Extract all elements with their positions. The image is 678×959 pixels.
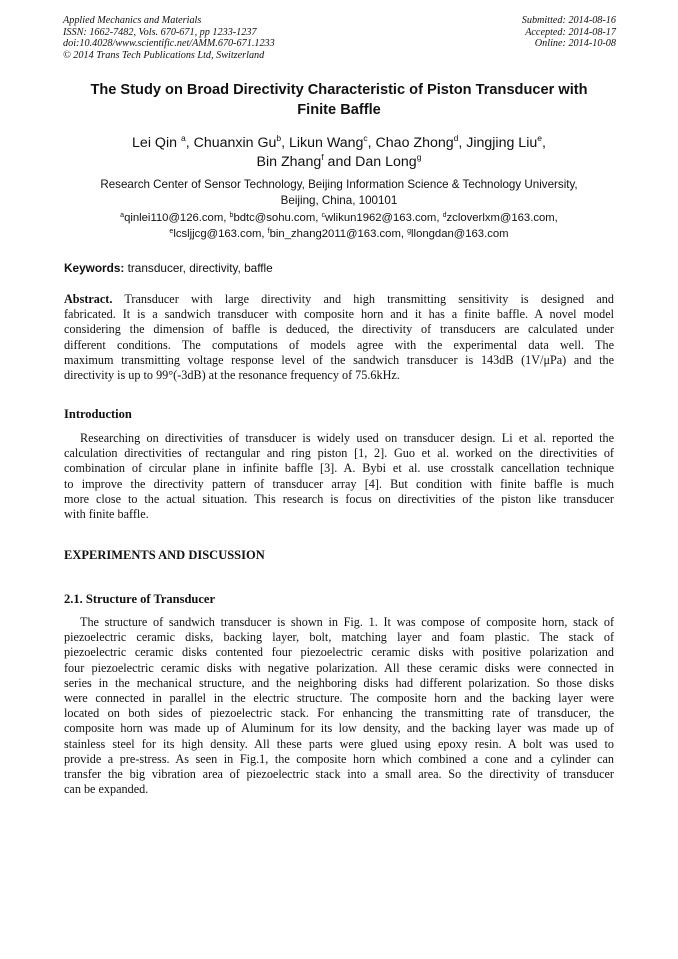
body-line: with finite baffle. (64, 507, 149, 522)
abstract-label: Abstract. (64, 292, 113, 306)
keywords-text: transducer, directivity, baffle (124, 261, 273, 275)
journal-issn: ISSN: 1662-7482, Vols. 670-671, pp 1233-1237 (63, 26, 257, 38)
author-emails (40, 211, 638, 243)
title-line: The Study on Broad Directivity Characteristic of Piston Transducer with (90, 82, 588, 98)
body-line: calculation directivities of rectangular and ring piston [1, 2]. Guo et al. worked on the directivities of (64, 446, 614, 461)
keywords-label: Keywords: (64, 261, 125, 275)
journal-doi: doi:10.4028/www.scientific.net/AMM.670-671.1233 (63, 38, 275, 50)
email-marker: c (321, 212, 326, 219)
author-marker: f (321, 151, 324, 162)
submission-dates (522, 15, 616, 50)
body-line: four piezoelectric ceramic disks with negative polarization. All these ceramic disks were connected in (64, 660, 614, 675)
email-marker: d (442, 212, 447, 219)
journal-copyright: © 2014 Trans Tech Publications Ltd, Switzerland (63, 49, 265, 61)
subsection-heading: 2.1. Structure of Transducer (64, 592, 216, 606)
email-line (40, 211, 638, 227)
body-line: more close to the actual situation. This research is focus on directivities of the piston like transducer (64, 491, 614, 506)
author-name: , Jingjing Liu (458, 135, 538, 151)
author-name: , Chuanxin Gu (185, 135, 277, 151)
email-address: bdtc@sohu.com, (233, 212, 322, 224)
email-line (40, 227, 638, 243)
email-marker: a (120, 212, 125, 219)
email-address: zcloverlxm@163.com, (446, 212, 558, 224)
body-line: The structure of sandwich transducer is shown in Fig. 1. It was compose of composite horn, stack of (80, 615, 614, 629)
abstract-line: considering the dimension of baffle is deduced, the directivity of transducers are calculated under (64, 322, 614, 337)
abstract-line: directivity is up to 99°(-3dB) at the resonance frequency of 75.6kHz. (64, 368, 400, 383)
affiliation-line: Beijing, China, 100101 (280, 193, 398, 207)
abstract (64, 292, 614, 383)
email-marker: e (169, 227, 174, 235)
body-line: provide a pre-stress. As seen in Fig.1, the composite horn which combined a cone and a cylinder can (64, 751, 614, 766)
author-marker: e (537, 133, 542, 143)
author-name: and Dan Long (323, 153, 417, 170)
email-address: lcsljjcg@163.com, (173, 227, 268, 240)
email-marker: f (267, 227, 270, 235)
email-address: bin_zhang2011@163.com, (269, 227, 408, 240)
journal-info (63, 15, 275, 61)
body-line: stainless steel for its high density. All these parts were glued using epoxy resin. A bolt was used to (64, 736, 614, 751)
author-marker: a (180, 133, 186, 143)
email-marker: g (407, 227, 412, 235)
body-line: to improve the directivity pattern of transducer array [4]. But condition with finite baffle is much (64, 476, 614, 491)
body-line: were connected in parallel in the electric structure. The composite horn and the backing layer were (64, 691, 614, 706)
author-marker: d (453, 133, 459, 143)
abstract-line: maximum transmitting voltage response level of the sandwich transducer is 143dB (1V/μPa) and the (64, 352, 614, 367)
body-line: can be expanded. (64, 782, 149, 797)
abstract-line (64, 292, 614, 307)
introduction-heading: Introduction (64, 407, 132, 421)
author-list (40, 134, 638, 171)
email-address: llongdan@163.com (411, 227, 509, 240)
body-line: located on both sides of piezoelectric stack. For enhancing the transmitting rate of transducer, the (64, 706, 614, 721)
title-line: Finite Baffle (297, 101, 381, 118)
abstract-text: Transducer with large directivity and high transmitting sensitivity is designed and (112, 292, 614, 306)
submitted-date: Submitted: 2014-08-16 (521, 15, 616, 26)
accepted-date: Accepted: 2014-08-17 (525, 26, 616, 38)
body-line: piezoelectric ceramic disks, backing layer, bolt, matching layer and foam plastic. The stack of (64, 630, 614, 645)
paper-title (40, 81, 638, 120)
body-line: Researching on directivities of transducer is widely used on transducer design. Li et al. reported the (80, 431, 614, 445)
body-line: transfer the big vibration area of piezoelectric stack into a small area. So the directivity of transducer (64, 767, 614, 782)
author-name: , Likun Wang (281, 135, 364, 151)
journal-name: Applied Mechanics and Materials (63, 15, 202, 26)
author-line (40, 153, 638, 172)
author-name: Bin Zhang (256, 153, 322, 170)
body-line: composite horn was made up of Aluminum for its low density, and the backing layer was made up of (64, 721, 614, 736)
author-separator: , (541, 135, 546, 151)
abstract-line: different conditions. The computations of models agree with the experimental data well. The (64, 337, 614, 352)
author-marker: b (276, 133, 282, 143)
email-marker: b (229, 212, 234, 219)
author-marker: g (416, 151, 422, 162)
body-line: series in the mechanical structure, and the neighboring disks had different polarization. So those disks (64, 675, 614, 690)
keywords (64, 261, 614, 276)
body-line: piezoelectric ceramic disks contented four piezoelectric ceramic disks with positive polarization and (64, 645, 614, 660)
structure-body (64, 615, 614, 797)
abstract-line: fabricated. It is a sandwich transducer with composite horn and it has a finite baffle. A novel model (64, 307, 614, 322)
introduction-body (64, 431, 614, 522)
author-name: Lei Qin (132, 135, 181, 151)
author-line (40, 134, 638, 153)
affiliation (40, 177, 638, 208)
email-address: wlikun1962@163.com, (325, 212, 443, 224)
author-marker: c (363, 133, 368, 143)
author-name: , Chao Zhong (367, 135, 454, 151)
section-heading: EXPERIMENTS AND DISCUSSION (64, 548, 265, 562)
online-date: Online: 2014-10-08 (534, 38, 616, 50)
body-line: combination of circular plane in infinite baffle [3]. A. Bybi et al. use crosstalk cancellation technique (64, 461, 614, 476)
email-address: qinlei110@126.com, (124, 212, 230, 224)
affiliation-line: Research Center of Sensor Technology, Beijing Information Science & Technology University, (100, 178, 578, 191)
